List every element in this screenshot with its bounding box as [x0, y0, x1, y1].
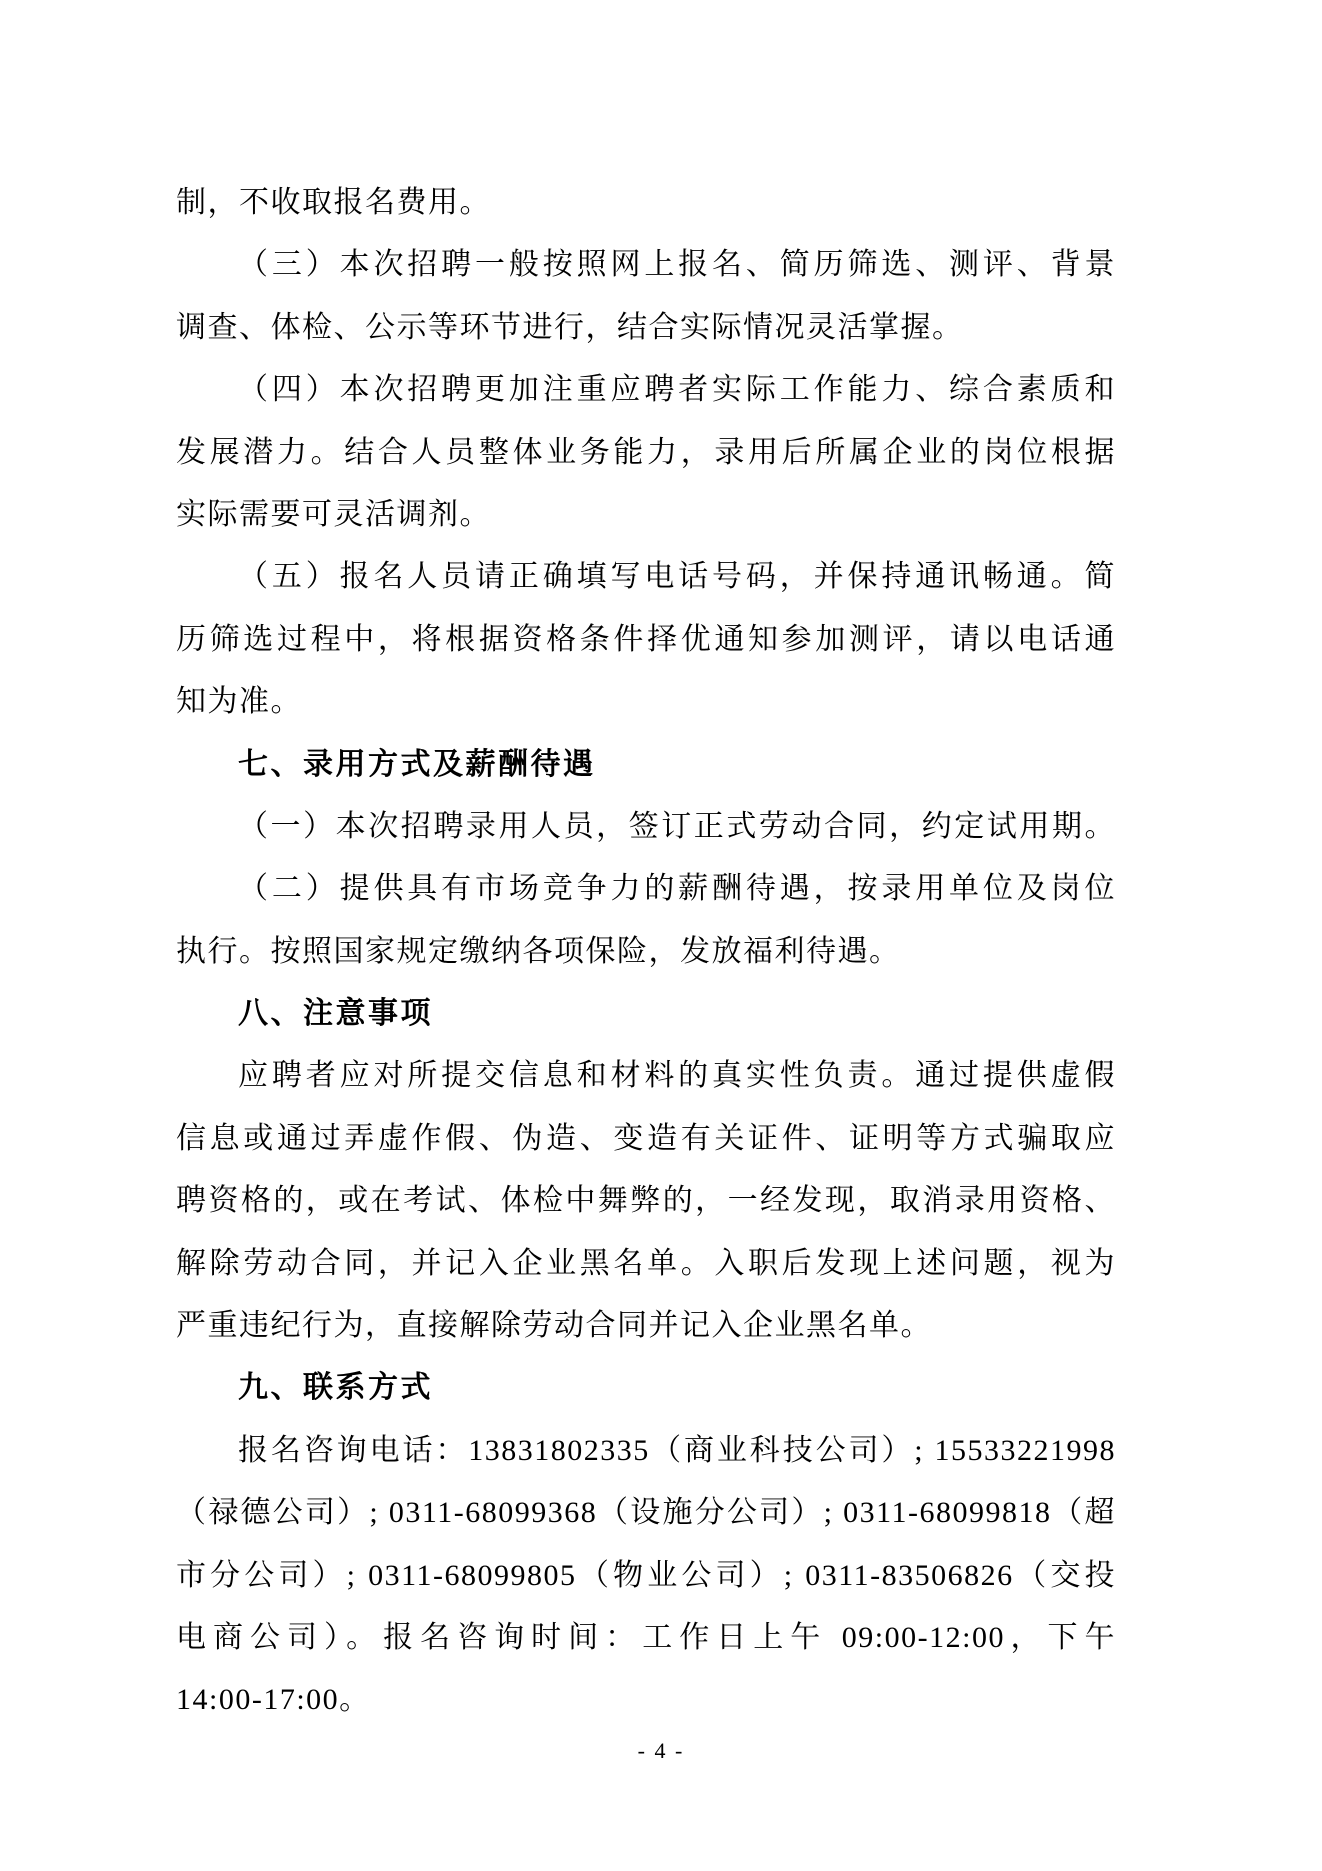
para-eight-integrity [176, 1045, 1116, 1357]
body-text-line: 知为准。 [176, 685, 302, 719]
para-item-four-ability [176, 359, 1116, 546]
body-text-line: 市分公司）; 0311-68099805（物业公司）; 0311-83506826（交投 [176, 1558, 1116, 1592]
para-seven-one-contract [176, 796, 1116, 858]
body-text-line: 14:00-17:00。 [176, 1683, 371, 1717]
document-body [176, 172, 1116, 1732]
body-text-line: 电商公司）。报名咨询时间：工作日上午 09:00-12:00，下午 [176, 1620, 1116, 1654]
body-text-line: 报名咨询电话：13831802335（商业科技公司）; 15533221998 [238, 1433, 1116, 1467]
body-text-line: 历筛选过程中，将根据资格条件择优通知参加测评，请以电话通 [176, 622, 1116, 656]
para-seven-two-salary [176, 858, 1116, 983]
body-text-line: （禄德公司）; 0311-68099368（设施分公司）; 0311-68099818（超 [176, 1496, 1116, 1530]
body-text-line: 调查、体检、公示等环节进行，结合实际情况灵活掌握。 [176, 310, 964, 344]
body-text-line: 信息或通过弄虚作假、伪造、变造有关证件、证明等方式骗取应 [176, 1121, 1116, 1155]
body-text-line: 解除劳动合同，并记入企业黑名单。入职后发现上述问题，视为 [176, 1246, 1116, 1280]
body-text-line: （三）本次招聘一般按照网上报名、简历筛选、测评、背景 [238, 248, 1116, 282]
heading-section-nine [176, 1357, 1116, 1419]
body-text-line: 聘资格的，或在考试、体检中舞弊的，一经发现，取消录用资格、 [176, 1184, 1116, 1218]
body-text-line: 制，不收取报名费用。 [176, 186, 491, 219]
page-number: - 4 - [637, 1738, 685, 1763]
heading-section-seven [176, 734, 1116, 796]
body-text-line: 执行。按照国家规定缴纳各项保险，发放福利待遇。 [176, 934, 901, 968]
body-text-line: 应聘者应对所提交信息和材料的真实性负责。通过提供虚假 [238, 1059, 1116, 1093]
para-item-five-phone [176, 546, 1116, 733]
body-text-line: （一）本次招聘录用人员，签订正式劳动合同，约定试用期。 [238, 809, 1116, 843]
section-heading-line: 九、联系方式 [238, 1371, 433, 1405]
section-heading-line: 七、录用方式及薪酬待遇 [238, 747, 596, 781]
para-item-three-process [176, 234, 1116, 359]
body-text-line: （四）本次招聘更加注重应聘者实际工作能力、综合素质和 [238, 373, 1116, 407]
body-text-line: 实际需要可灵活调剂。 [176, 497, 491, 531]
body-text-line: （五）报名人员请正确填写电话号码，并保持通讯畅通。简 [238, 560, 1116, 594]
body-text-line: 严重违纪行为，直接解除劳动合同并记入企业黑名单。 [176, 1309, 932, 1343]
section-heading-line: 八、注意事项 [238, 997, 433, 1031]
para-nine-contact [176, 1420, 1116, 1732]
para-registration-fee-continuation [176, 172, 1116, 234]
body-text-line: 发展潜力。结合人员整体业务能力，录用后所属企业的岗位根据 [176, 435, 1116, 469]
heading-section-eight [176, 983, 1116, 1045]
body-text-line: （二）提供具有市场竞争力的薪酬待遇，按录用单位及岗位 [238, 872, 1116, 906]
